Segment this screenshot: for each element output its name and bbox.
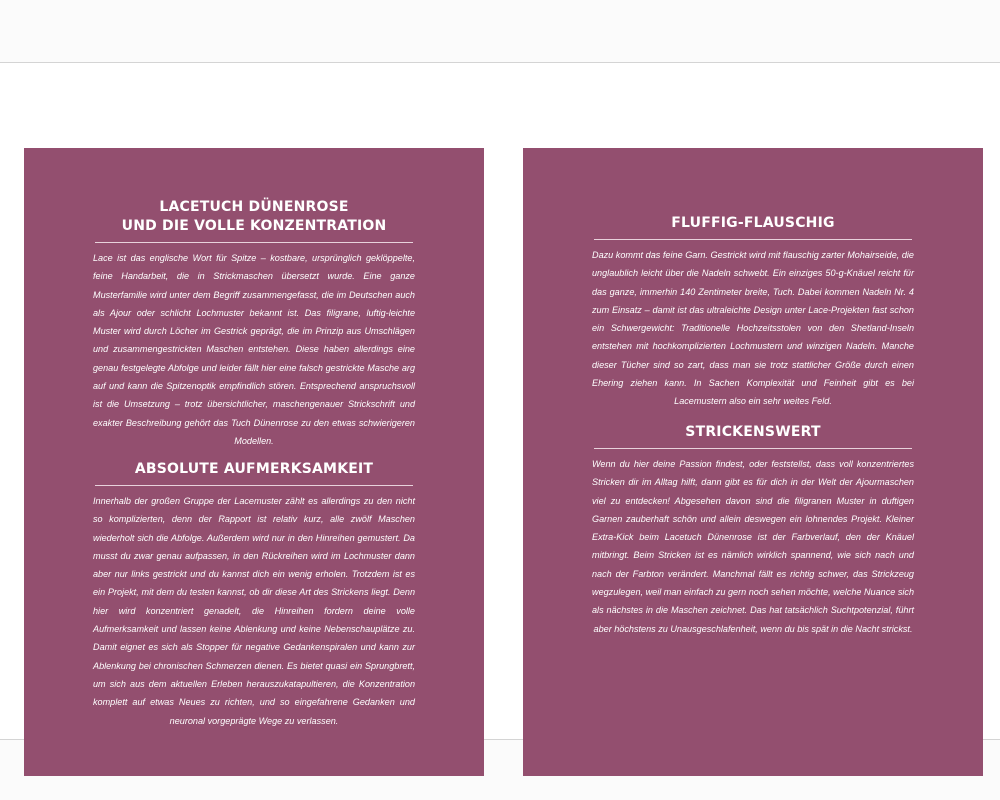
section-body-text: Innerhalb der großen Gruppe der Lacemuster zählt es allerdings zu den nicht so komplizierten, denn der Rapport ist relativ kurz, alle zwölf Maschen wiederholt sich die Abfolge. Außerdem wird nur in den Hinreihen gemustert. Da musst du zwar genau aufpassen, in den Rückreihen wird im Lochmuster dann aber nur links gestrickt und du kannst dich ein wenig erholen. Trotzdem ist es ein Projekt, mit dem du testen kannst, ob dir diese Art des Strickens liegt. Denn hier wird konzentriert genadelt, die Hinreihen fordern deine volle Aufmerksamkeit und lassen keine Ablenkung und keine Nebenschauplätze zu. Damit eignet es sich als Stopper für negative Gedankenspiralen und kann zur Ablenkung bei chronischen Schmerzen dienen. Es bietet quasi ein Sprungbrett, um sich aus dem aktuellen Erleben herauszukatapultieren, die Konzentration komplett auf etwas Neues zu richten, und so eingefahrene Gedanken und neuronal vorgeprägte Wege zu verlassen. [93,496,415,726]
section-heading [523,214,983,233]
heading-line: FLUFFIG-FLAUSCHIG [671,215,835,231]
heading-line: LACETUCH DÜNENROSE [159,199,349,215]
heading-divider [95,242,413,243]
left-page-panel [24,148,484,776]
section-body-text: Dazu kommt das feine Garn. Gestrickt wird mit flauschig zarter Mohairseide, die unglaublich leicht über die Nadeln schwebt. Ein einziges 50-g-Knäuel reicht für das ganze, immerhin 140 Zentimeter breite, Tuch. Dabei kommen Nadeln Nr. 4 zum Einsatz – damit ist das ultraleichte Design unter Lace-Projekten fast schon ein Schwergewicht: Traditionelle Hochzeitsstolen von den Shetland-Inseln entstehen mit hochkomplizierten Lochmustern und winzigen Nadeln. Manche dieser Tücher sind so zart, dass man sie trotz stattlicher Größe durch einen Ehering ziehen kann. In Sachen Komplexität und Feinheit gibt es bei Lacemustern also ein sehr weites Feld. [592,250,914,407]
heading-divider [594,239,912,240]
section-heading [24,198,484,236]
heading-line: ABSOLUTE AUFMERKSAMKEIT [134,461,374,477]
heading-divider [594,448,912,449]
heading-line: UND DIE VOLLE KONZENTRATION [121,218,387,234]
section-body-text: Wenn du hier deine Passion findest, oder feststellst, dass voll konzentriertes Stricken dir im Alltag hilft, dann gibt es für dich in der Welt der Ajourmaschen viel zu entdecken! Abgesehen davon sind die filigranen Muster in duftigen Garnen zauberhaft schön und allein deswegen ein lohnendes Projekt. Kleiner Extra-Kick beim Lacetuch Dünenrose ist der Farbverlauf, den der Knäuel mitbringt. Beim Stricken ist es nämlich wirklich spannend, wie sich nach und nach der Farbton verändert. Manchmal fällt es richtig schwer, das Strickzeug wegzulegen, weil man einfach zu gern noch sehen möchte, welche Nuance sich als nächstes in die Maschen zeichnet. Das hat tatsächlich Suchtpotenzial, führt aber höchstens zu Unausgeschlafenheit, wenn du bis spät in die Nacht strickst. [592,459,915,634]
section-lacetuch [24,198,484,450]
section-heading [24,460,484,479]
heading-line: STRICKENSWERT [685,424,821,440]
section-absolute-aufmerksamkeit [24,460,484,730]
heading-divider [95,485,413,486]
book-spread [0,62,1000,740]
section-heading [523,423,983,442]
section-strickenswert [523,423,983,638]
section-fluffig-flauschig [523,214,983,411]
section-body-text: Lace ist das englische Wort für Spitze – kostbare, ursprünglich geklöppelte, feine Handarbeit, die in Strickmaschen übersetzt wurde. Eine ganze Musterfamilie wird unter dem Begriff zusammengefasst, die im Deutschen auch als Ajour oder schlicht Lochmuster bekannt ist. Das filigrane, luftig-leichte Muster wird durch Löcher im Gestrick geprägt, die im Prinzip aus Umschlägen und zusammengestrickten Maschen entstehen. Diese haben allerdings eine genau festgelegte Abfolge und leider fällt hier eine falsch gestrickte Masche arg auf und kann die Spitzenoptik empfindlich stören. Entsprechend anspruchsvoll ist die Umsetzung – trotz übersichtlicher, maschengenauer Strickschrift und exakter Beschreibung gehört das Tuch Dünenrose zu den etwas schwierigeren Modellen. [93,253,415,446]
right-page-panel [523,148,983,776]
